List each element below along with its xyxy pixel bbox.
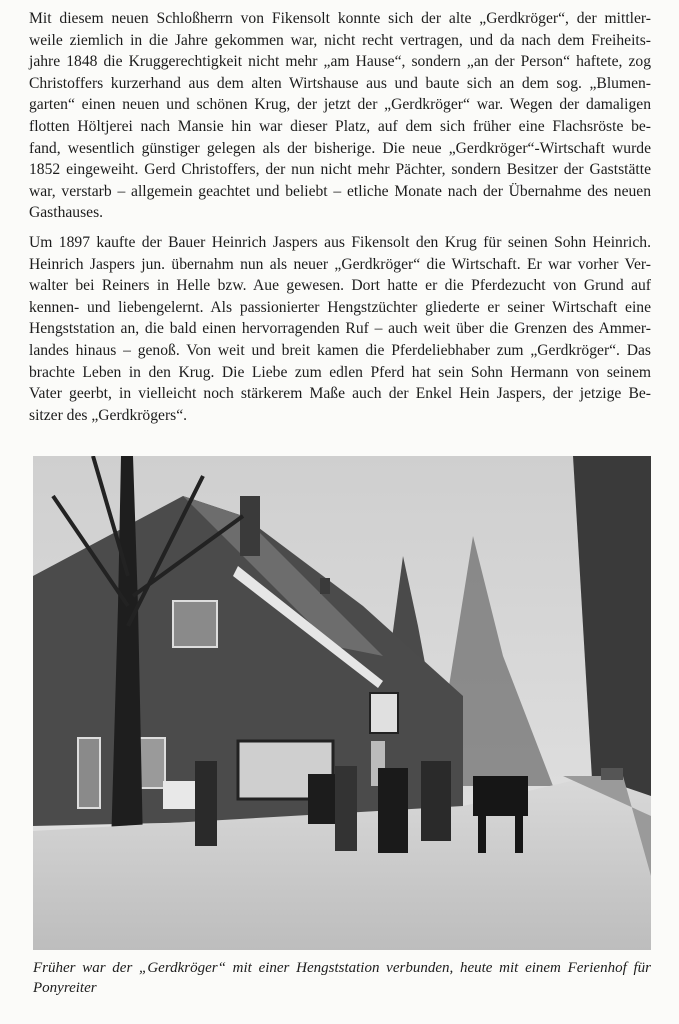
text-line: sitzer des „Gerdkrögers“.	[29, 406, 188, 424]
text-line: Ponyreiter	[33, 980, 97, 996]
text-line: Hengststation an, die bald einen hervorragenden Ruf – auch weit über die Grenzen des Ammer-	[29, 320, 651, 338]
text-line: weile ziemlich in die Jahre gekommen war, nicht recht vertragen, und da nach dem Freiheits-	[29, 31, 651, 49]
text-line: Mit diesem neuen Schloßherrn von Fikensolt konnte sich der alte „Gerdkröger“, der mittler-	[29, 10, 651, 27]
text-line: brachte Leben in den Krug. Die Liebe zum edlen Pferd hat sein Sohn Hermann von seinem	[29, 363, 651, 381]
text-line: war, verstarb – allgemein geachtet und beliebt – etliche Monate nach der Übernahme des neuen	[29, 182, 651, 200]
text-line: jahre 1848 die Kruggerechtigkeit nicht mehr „am Hause“, sondern „an der Person“ haftete, zog	[29, 53, 651, 71]
photo-gerdkroeger-inn-winter	[33, 456, 651, 950]
text-line: Früher war der „Gerdkröger“ mit einer Hengststation verbunden, heute mit einem Ferienhof für	[33, 960, 651, 976]
paragraph-2	[29, 232, 651, 426]
text-line: 1852 eingeweiht. Gerd Christoffers, der nun nicht mehr Pächter, sondern Besitzer der Gaststätte	[29, 161, 651, 179]
photo-caption	[33, 958, 651, 998]
paragraph-1	[29, 8, 651, 224]
text-line: landes hinaus – genoß. Von weit und breit kamen die Pferdeliebhaber zum „Gerdkröger“. Das	[29, 341, 651, 359]
text-line: Christoffers kurzerhand aus dem alten Wirtshause aus und baute sich an dem sog. „Blumen-	[29, 74, 651, 92]
text-line: flotten Höltjerei nach Mansie hin war dieser Platz, auf dem sich früher eine Flachsröste be-	[29, 117, 651, 135]
text-line: Vater geerbt, in vielleicht noch stärkerem Maße auch der Enkel Hein Jaspers, der jetzige Be-	[29, 385, 651, 403]
text-line: walter bei Reiners in Helle bzw. Aue gewesen. Dort hatte er die Pferdezucht von Grund auf	[29, 277, 651, 295]
text-line: Heinrich Jaspers jun. übernahm nun als neuer „Gerdkröger“ die Wirtschaft. Er war vorher Ver-	[29, 255, 651, 273]
text-line: kennen- und liebengelernt. Als passionierter Hengstzüchter gliederte er seiner Wirtschaft eine	[29, 298, 651, 316]
text-line: garten“ einen neuen und schönen Krug, der jetzt der „Gerdkröger“ war. Wegen der damaligen	[29, 96, 651, 114]
text-line: fand, wesentlich günstiger gelegen als der bisherige. Die neue „Gerdkröger“-Wirtschaft wurde	[29, 139, 651, 157]
text-line: Gasthauses.	[29, 204, 104, 222]
text-line: Um 1897 kaufte der Bauer Heinrich Jaspers aus Fikensolt den Krug für seinen Sohn Heinrich.	[29, 234, 651, 251]
